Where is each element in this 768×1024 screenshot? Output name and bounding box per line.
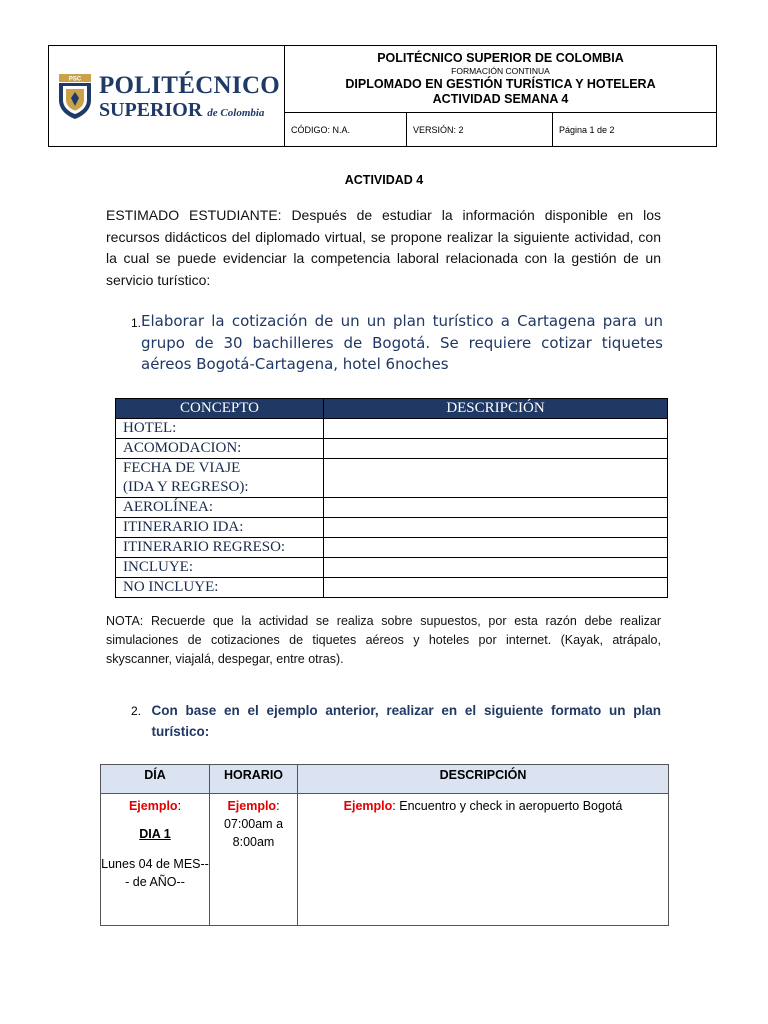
question-1-number: 1.: [131, 316, 142, 330]
institution-logo: [49, 72, 284, 120]
question-2: [131, 700, 661, 742]
logo-cell: [49, 46, 285, 147]
plan-table: [100, 764, 669, 926]
concept-cell: FECHA DE VIAJE (IDA Y REGRESO):: [116, 459, 324, 498]
description-cell[interactable]: [324, 538, 668, 558]
table-row: [116, 439, 668, 459]
table-row: [116, 498, 668, 518]
document-header: [48, 45, 717, 147]
note-paragraph: NOTA: Recuerde que la actividad se realiza sobre supuestos, por esta razón debe realizar simulaciones de cotizaciones de tiquetes aéreos y hoteles por internet. (Kayak, atrápalo, skyscanner, viajalá, despegar, entre otras).: [106, 614, 661, 666]
activity-description: Encuentro y check in aeropuerto Bogotá: [399, 799, 623, 813]
description-cell[interactable]: [324, 558, 668, 578]
logo-subtitle: SUPERIOR de Colombia: [98, 98, 265, 121]
table-row: [116, 538, 668, 558]
program-name: DIPLOMADO EN GESTIÓN TURÍSTICA Y HOTELERA: [345, 77, 656, 91]
concept-cell: ITINERARIO REGRESO:: [116, 538, 324, 558]
concept-cell: INCLUYE:: [116, 558, 324, 578]
shield-icon: [57, 72, 93, 120]
intro-paragraph: ESTIMADO ESTUDIANTE: Después de estudiar la información disponible en los recursos didácticos del diplomado virtual, se propone realizar la siguiente actividad, con la cual se puede evidenciar la competencia laboral relacionada con la gestión de un servicio turístico:: [106, 207, 661, 288]
question-1: [131, 311, 663, 376]
day-number: DIA 1: [139, 827, 171, 841]
description-cell[interactable]: [324, 459, 668, 498]
day-header: DÍA: [101, 765, 210, 794]
description-cell[interactable]: [324, 498, 668, 518]
table-row: [116, 419, 668, 439]
logo-wordmark: POLITÉCNICO: [98, 71, 281, 99]
concept-cell: AEROLÍNEA:: [116, 498, 324, 518]
activity-week: ACTIVIDAD SEMANA 4: [432, 92, 569, 106]
description-cell[interactable]: [324, 419, 668, 439]
table-row: [101, 794, 669, 926]
question-1-text: Elaborar la cotización de un un plan turístico a Cartagena para un grupo de 30 bachilleres de Bogotá. Se requiere cotizar tiquetes aéreos Bogotá-Cartagena, hotel 6noches: [141, 312, 663, 373]
activity-title: ACTIVIDAD 4: [344, 173, 424, 187]
table-row: [116, 459, 668, 498]
version-cell: VERSIÓN: 2: [407, 113, 553, 147]
concept-header: CONCEPTO: [116, 399, 324, 419]
table-row: [116, 518, 668, 538]
schedule-time: 07:00am a 8:00am: [223, 817, 284, 849]
code-cell: CÓDIGO: N.A.: [285, 113, 407, 147]
example-label: Ejemplo: [128, 799, 178, 813]
schedule-cell[interactable]: Ejemplo: 07:00am a 8:00am: [210, 794, 298, 926]
page-cell: Página 1 de 2: [553, 113, 717, 147]
description-cell[interactable]: [324, 439, 668, 459]
question-2-number: 2.: [131, 704, 142, 718]
description-cell[interactable]: [324, 578, 668, 598]
table-row: [116, 578, 668, 598]
schedule-header: HORARIO: [210, 765, 298, 794]
concept-cell: ACOMODACION:: [116, 439, 324, 459]
concept-cell: ITINERARIO IDA:: [116, 518, 324, 538]
question-2-text: Con base en el ejemplo anterior, realizar en el siguiente formato un plan turístico:: [151, 703, 661, 739]
concept-table: [115, 398, 668, 598]
description-cell[interactable]: Ejemplo: Encuentro y check in aeropuerto Bogotá: [298, 794, 669, 926]
institution-name: POLITÉCNICO SUPERIOR DE COLOMBIA: [377, 51, 624, 65]
unit-name: FORMACIÓN CONTINUA: [451, 66, 550, 76]
concept-cell: HOTEL:: [116, 419, 324, 439]
description-header: DESCRIPCIÓN: [298, 765, 669, 794]
example-label: Ejemplo: [343, 799, 393, 813]
header-titles: [285, 46, 717, 113]
concept-cell: NO INCLUYE:: [116, 578, 324, 598]
description-cell[interactable]: [324, 518, 668, 538]
table-row: [116, 558, 668, 578]
day-date: Lunes 04 de MES--- de AÑO--: [101, 857, 209, 889]
svg-text:PSC: PSC: [68, 76, 82, 83]
description-header: DESCRIPCIÓN: [324, 399, 668, 419]
day-cell[interactable]: Ejemplo: DIA 1 Lunes 04 de MES--- de AÑO--: [101, 794, 210, 926]
example-label: Ejemplo: [227, 799, 277, 813]
